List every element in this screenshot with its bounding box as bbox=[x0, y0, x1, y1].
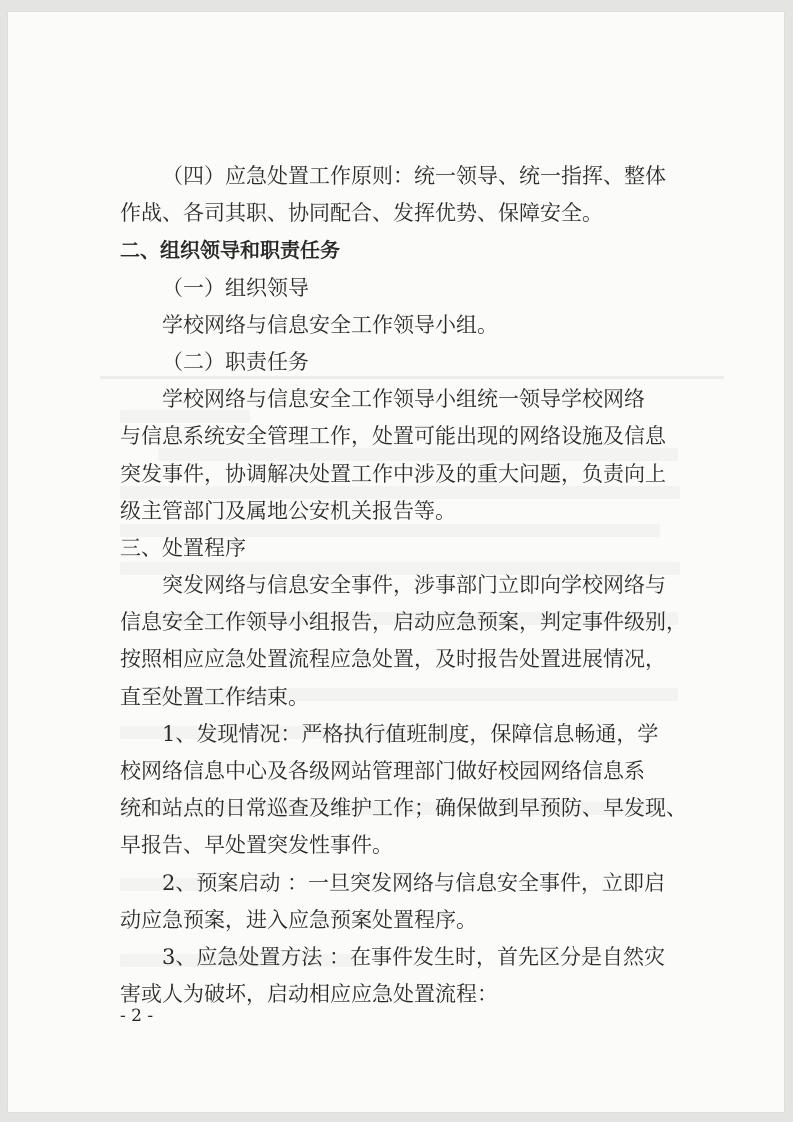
text-line: 与信息系统安全管理工作，处置可能出现的网络设施及信息 bbox=[120, 424, 666, 449]
text-line: 突发网络与信息安全事件，涉事部门立即向学校网络与 bbox=[162, 573, 666, 598]
text-line: （二）职责任务 bbox=[162, 349, 309, 374]
text-line: 1、发现情况：严格执行值班制度，保障信息畅通，学 bbox=[162, 721, 659, 746]
document-page bbox=[8, 12, 784, 1112]
text-line: 2、预案启动 ：一旦突发网络与信息安全事件，立即启 bbox=[162, 870, 666, 895]
text-line: 信息安全工作领导小组报告，启动应急预案，判定事件级别， bbox=[120, 610, 687, 635]
section-heading-line: 二、组织领导和职责任务 bbox=[120, 238, 340, 263]
text-line: （四）应急处置工作原则：统一领导、统一指挥、整体 bbox=[162, 164, 666, 188]
document-body bbox=[120, 158, 702, 1013]
page-number: - 2 - bbox=[120, 1006, 154, 1026]
text-line: 校网络信息中心及各级网站管理部门做好校园网络信息系 bbox=[120, 759, 645, 783]
text-line: 早报告、早处置突发性事件。 bbox=[120, 833, 393, 858]
text-line: 按照相应应急处置流程应急处置，及时报告处置进展情况， bbox=[120, 647, 666, 672]
text-line: 三、处置程序 bbox=[120, 535, 246, 560]
text-line: （一）组织领导 bbox=[162, 275, 309, 300]
text-line: 动应急预案，进入应急预案处置程序。 bbox=[120, 907, 477, 932]
text-line: 作战、各司其职、协同配合、发挥优势、保障安全。 bbox=[120, 201, 603, 226]
text-line: 学校网络与信息安全工作领导小组。 bbox=[162, 312, 498, 337]
text-line: 学校网络与信息安全工作领导小组统一领导学校网络 bbox=[162, 387, 645, 412]
text-line: 3、应急处置方法 ：在事件发生时，首先区分是自然灾 bbox=[162, 944, 666, 969]
text-line: 直至处置工作结束。 bbox=[120, 684, 309, 709]
text-line: 突发事件，协调解决处置工作中涉及的重大问题，负责向上 bbox=[120, 461, 666, 486]
text-line: 级主管部门及属地公安机关报告等。 bbox=[120, 498, 456, 523]
text-line: 害或人为破坏，启动相应应急处置流程： bbox=[120, 982, 498, 1007]
text-line: 统和站点的日常巡查及维护工作；确保做到早预防、早发现、 bbox=[120, 796, 687, 821]
